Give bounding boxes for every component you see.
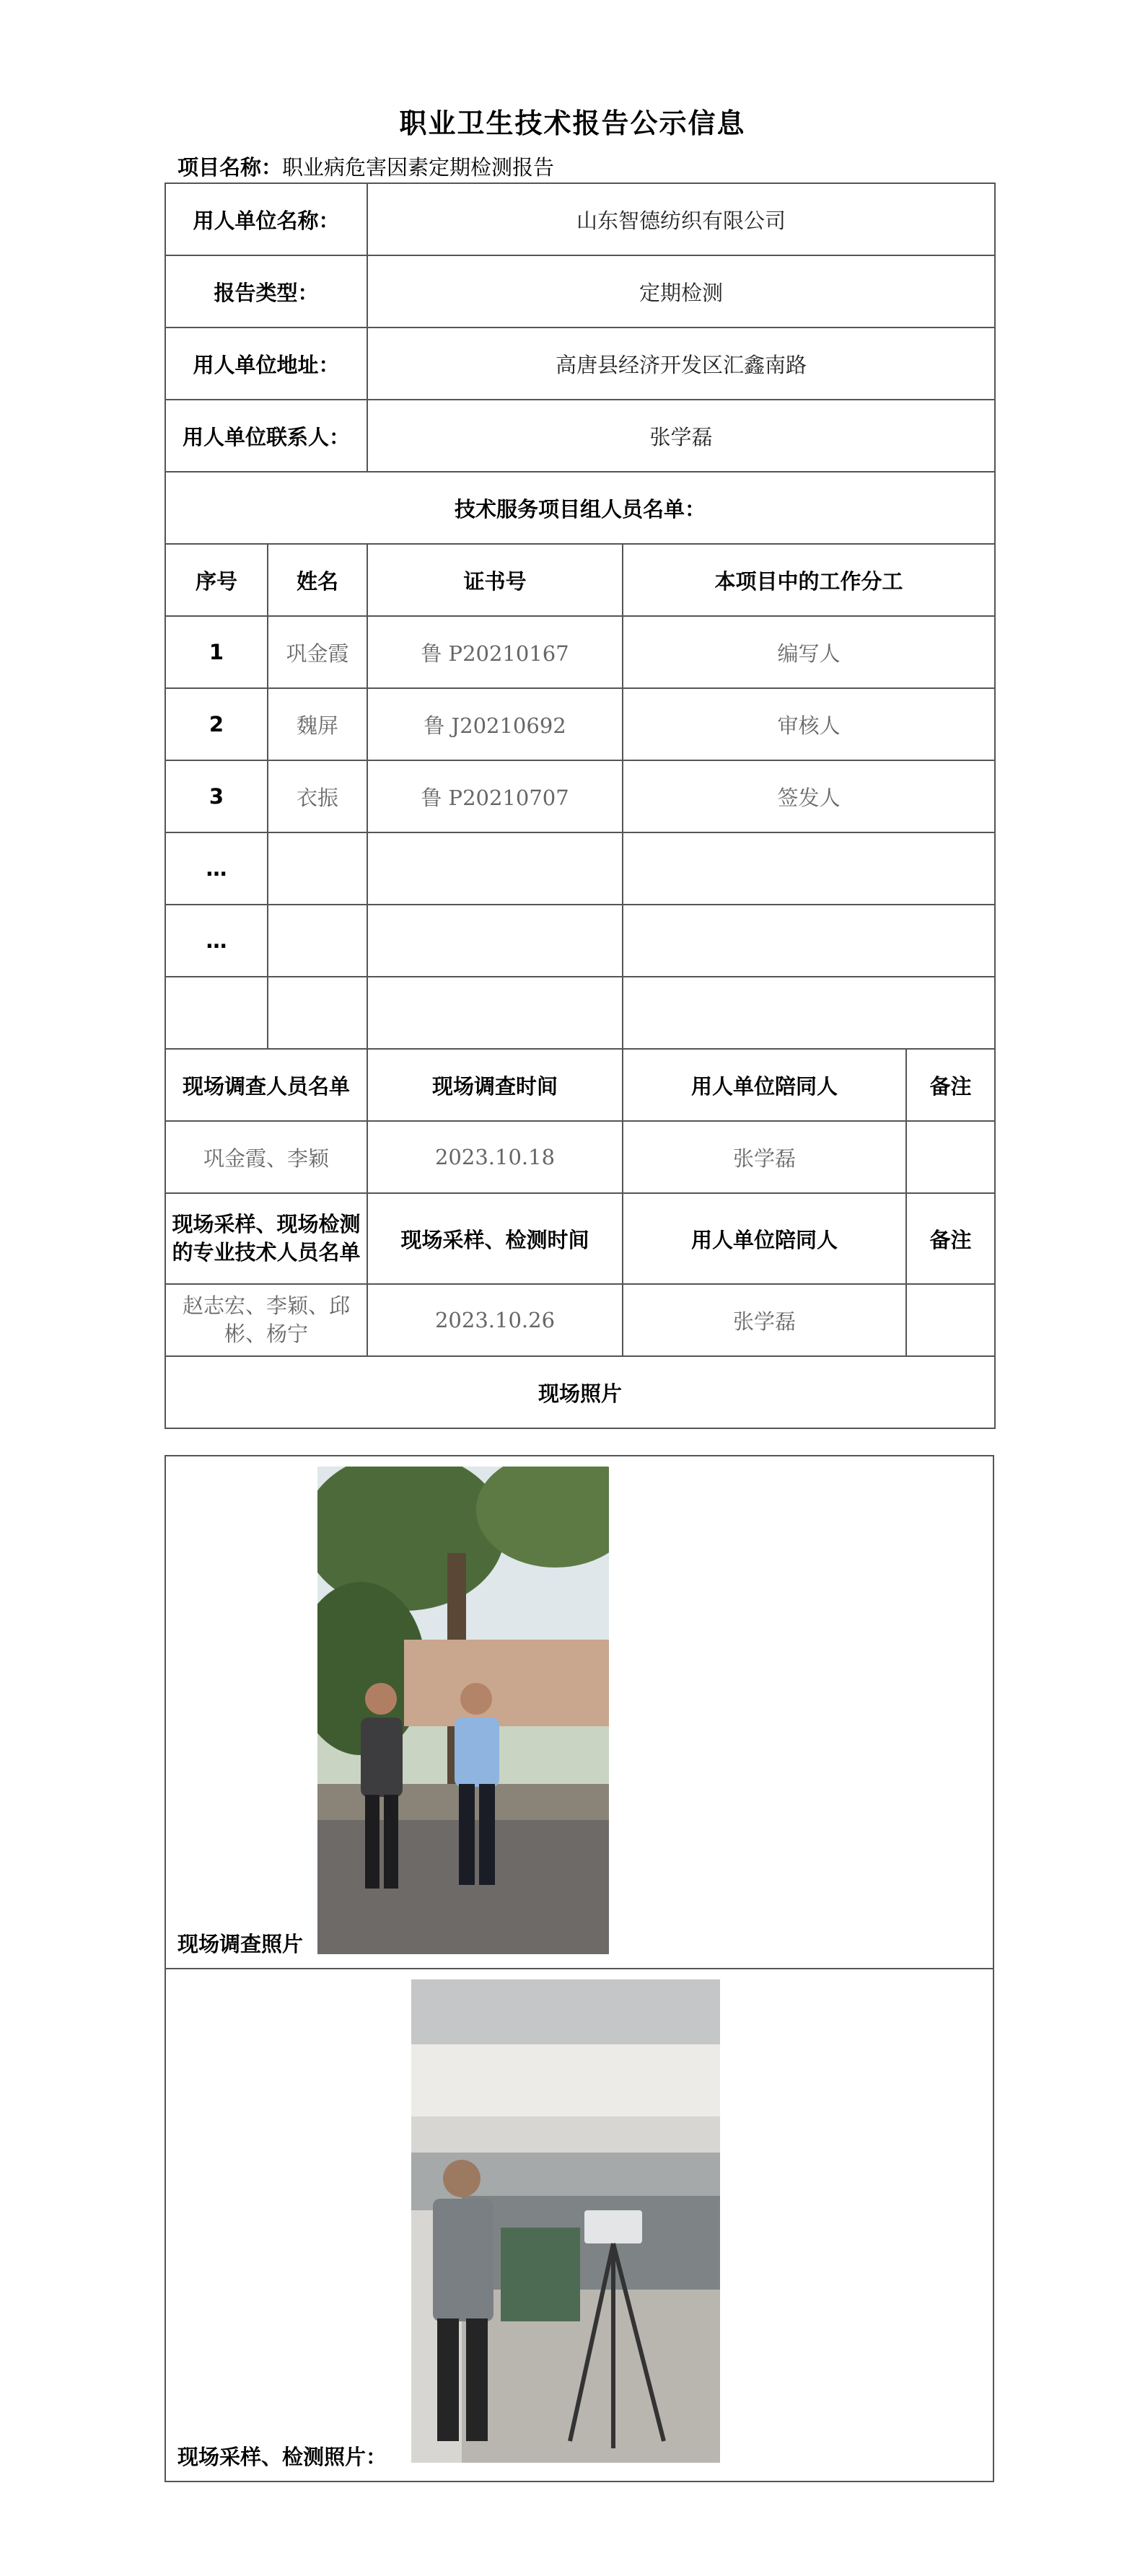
- survey-header: 现场调查时间: [367, 1049, 623, 1121]
- team-row: [165, 616, 995, 688]
- sampling-header: 现场采样、检测时间: [367, 1193, 623, 1284]
- team-name: 巩金霞: [268, 616, 367, 688]
- info-value: 山东智德纺织有限公司: [367, 183, 995, 255]
- sampling-cell: 2023.10.26: [367, 1284, 623, 1356]
- sampling-cell: 张学磊: [623, 1284, 906, 1356]
- survey-header-row: [165, 1049, 995, 1121]
- team-name: [268, 977, 367, 1049]
- team-row: [165, 832, 995, 905]
- sampling-photo: [411, 1979, 720, 2463]
- team-seq: …: [165, 832, 268, 905]
- team-cert: [367, 832, 623, 905]
- page-title: 职业卫生技术报告公示信息: [399, 107, 746, 139]
- info-row: [165, 400, 995, 472]
- project-label: 项目名称：: [177, 155, 283, 180]
- team-seq: 3: [165, 760, 268, 832]
- info-row: [165, 255, 995, 328]
- survey-header: 备注: [906, 1049, 995, 1121]
- team-name: [268, 905, 367, 977]
- info-label: 报告类型：: [165, 255, 367, 328]
- info-value: 张学磊: [367, 400, 995, 472]
- info-label: 用人单位地址：: [165, 328, 367, 400]
- team-cert: 鲁 P20210707: [367, 760, 623, 832]
- survey-cell: [906, 1121, 995, 1193]
- survey-photo-label: 现场调查照片: [177, 1932, 304, 1956]
- team-role: [623, 977, 995, 1049]
- team-row: [165, 760, 995, 832]
- sampling-row: [165, 1284, 995, 1356]
- info-table: [164, 183, 996, 1429]
- team-role: 审核人: [623, 688, 995, 760]
- sampling-photo-icon: [411, 1979, 720, 2463]
- survey-cell: 巩金霞、李颖: [165, 1121, 367, 1193]
- info-row: [165, 328, 995, 400]
- sampling-header: 现场采样、现场检测的专业技术人员名单: [165, 1193, 367, 1284]
- team-role: 编写人: [623, 616, 995, 688]
- info-label: 用人单位名称：: [165, 183, 367, 255]
- team-header-cert: 证书号: [367, 544, 623, 616]
- team-cert: [367, 905, 623, 977]
- team-role: [623, 832, 995, 905]
- survey-header: 用人单位陪同人: [623, 1049, 906, 1121]
- project-name: [177, 151, 554, 181]
- info-value: 定期检测: [367, 255, 995, 328]
- info-label: 用人单位联系人：: [165, 400, 367, 472]
- team-seq: 1: [165, 616, 268, 688]
- team-seq: 2: [165, 688, 268, 760]
- survey-photo-cell: [165, 1456, 993, 1969]
- team-header-role: 本项目中的工作分工: [623, 544, 995, 616]
- survey-photo: [317, 1467, 609, 1954]
- sampling-cell: 赵志宏、李颖、邱彬、杨宁: [165, 1284, 367, 1356]
- sampling-header-row: [165, 1193, 995, 1284]
- sampling-photo-label: 现场采样、检测照片：: [177, 2445, 387, 2469]
- survey-cell: 2023.10.18: [367, 1121, 623, 1193]
- team-header-row: [165, 544, 995, 616]
- sampling-cell: [906, 1284, 995, 1356]
- team-cert: 鲁 J20210692: [367, 688, 623, 760]
- team-cert: [367, 977, 623, 1049]
- sampling-header: 备注: [906, 1193, 995, 1284]
- team-heading: 技术服务项目组人员名单：: [165, 472, 995, 544]
- sampling-header: 用人单位陪同人: [623, 1193, 906, 1284]
- survey-row: [165, 1121, 995, 1193]
- team-role: [623, 905, 995, 977]
- team-name: 魏屏: [268, 688, 367, 760]
- team-seq: [165, 977, 268, 1049]
- team-seq: …: [165, 905, 268, 977]
- team-name: 衣振: [268, 760, 367, 832]
- sampling-photo-cell: [165, 1969, 993, 2482]
- survey-photo-icon: [317, 1467, 609, 1954]
- team-name: [268, 832, 367, 905]
- team-header-name: 姓名: [268, 544, 367, 616]
- project-value: 职业病危害因素定期检测报告: [282, 155, 555, 180]
- team-role: 签发人: [623, 760, 995, 832]
- team-row: [165, 905, 995, 977]
- survey-header: 现场调查人员名单: [165, 1049, 367, 1121]
- team-header-seq: 序号: [165, 544, 268, 616]
- team-cert: 鲁 P20210167: [367, 616, 623, 688]
- info-row: [165, 183, 995, 255]
- info-value: 高唐县经济开发区汇鑫南路: [367, 328, 995, 400]
- photos-heading: 现场照片: [165, 1356, 995, 1428]
- survey-cell: 张学磊: [623, 1121, 906, 1193]
- team-row: [165, 977, 995, 1049]
- team-row: [165, 688, 995, 760]
- photos-table: [164, 1455, 994, 2482]
